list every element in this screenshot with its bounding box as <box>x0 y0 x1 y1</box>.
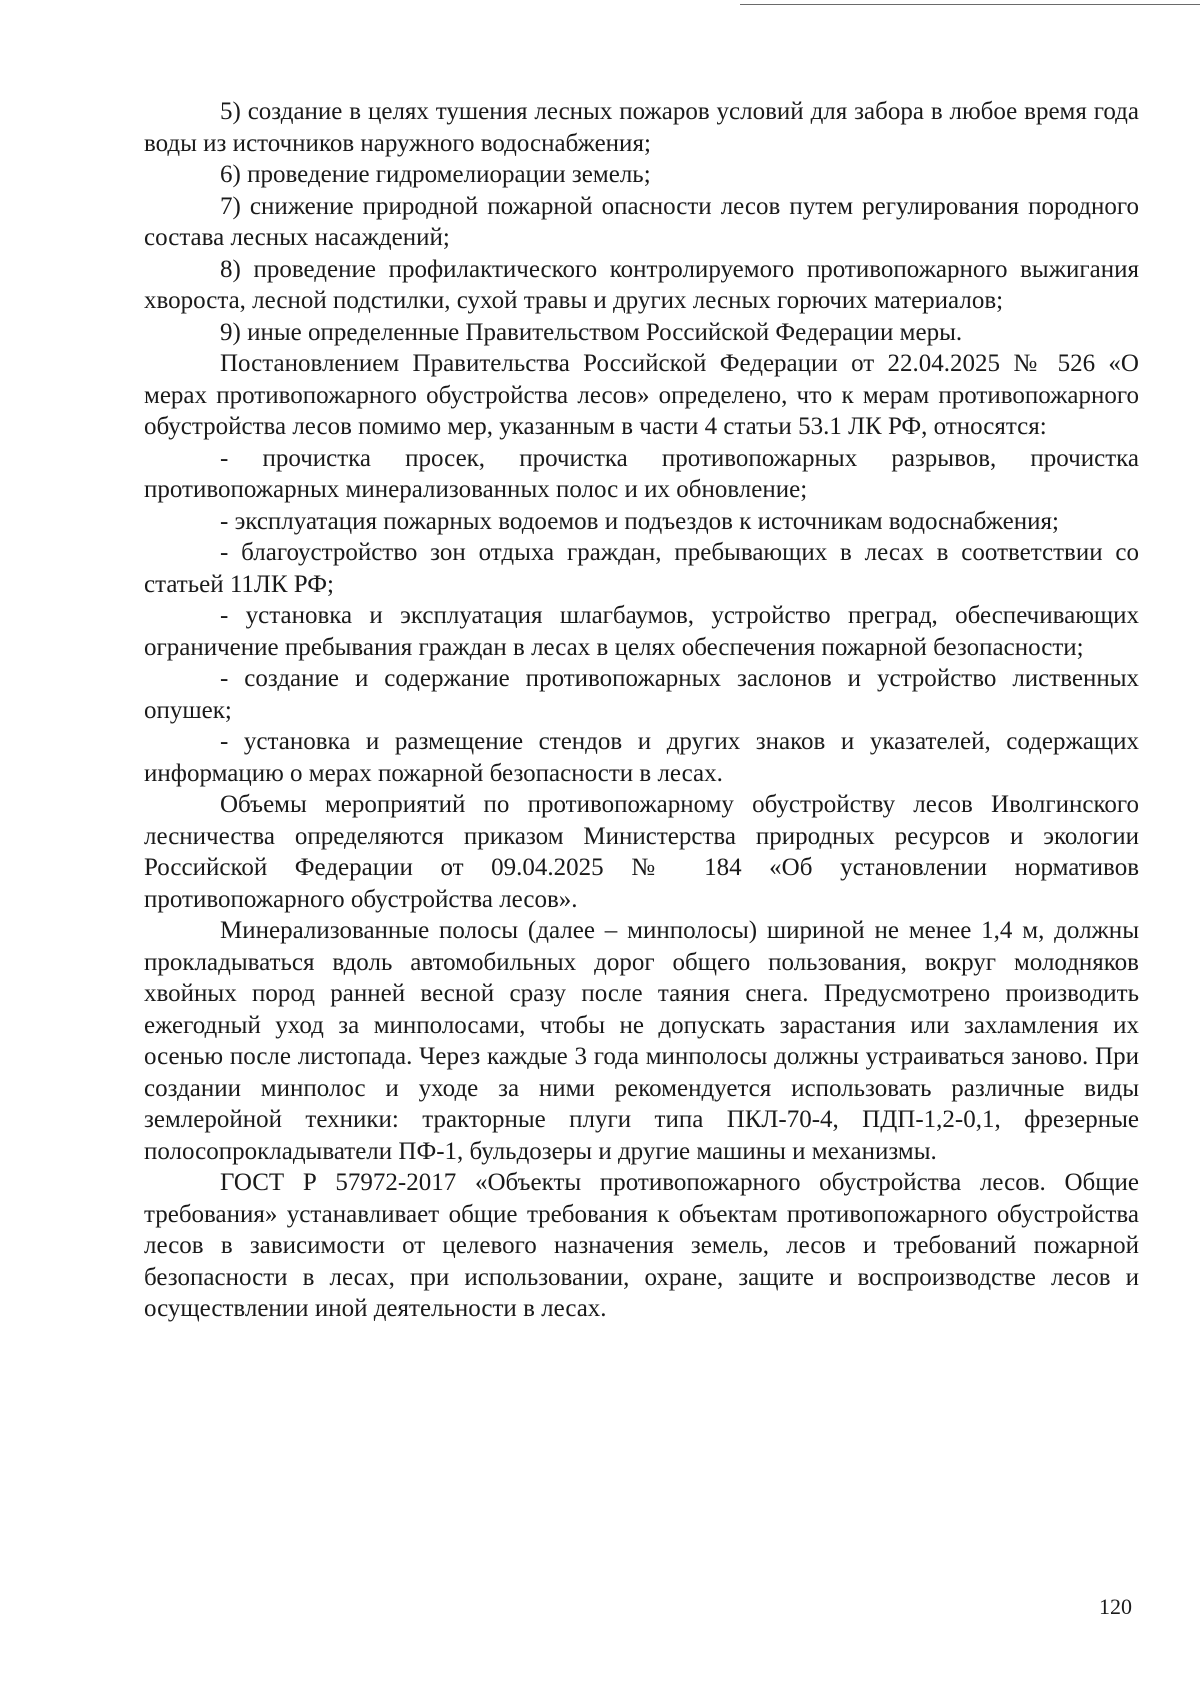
volumes-paragraph: Объемы мероприятий по противопожарному обустройству лесов Иволгинского лесничества определяются приказом Министерства природных ресурсов и экологии Российской Федерации от 09.04.2025 № 184 «Об установлении нормативов противопожарного обустройства лесов». <box>144 791 1139 913</box>
dash-item-clearing: - прочистка просек, прочистка противопожарных разрывов, прочистка противопожарных минерализованных полос и их обновление; <box>144 444 1139 503</box>
list-item-9: 9) иные определенные Правительством Российской Федерации меры. <box>220 318 963 346</box>
list-item-8: 8) проведение профилактического контролируемого противопожарного выжигания хвороста, лесной подстилки, сухой травы и других лесных горючих материалов; <box>144 255 1139 314</box>
list-item-7: 7) снижение природной пожарной опасности лесов путем регулирования породного состава лесных насаждений; <box>144 192 1139 251</box>
list-item-6: 6) проведение гидромелиорации земель; <box>220 161 651 188</box>
dash-item-screens: - создание и содержание противопожарных заслонов и устройство лиственных опушек; <box>144 665 1139 724</box>
top-rule <box>740 0 1200 5</box>
document-body <box>144 96 1139 1325</box>
resolution-paragraph: Постановлением Правительства Российской Федерации от 22.04.2025 № 526 «О мерах противопожарного обустройства лесов» определено, что к мерам противопожарного обустройства лесов помимо мер, указанным в части 4 статьи 53.1 ЛК РФ, относятся: <box>144 350 1139 440</box>
mineralized-strips-paragraph: Минерализованные полосы (далее – минполосы) шириной не менее 1,4 м, должны прокладываться вдоль автомобильных дорог общего пользования, вокруг молодняков хвойных пород ранней весной сразу после таяния снега. Предусмотрено производить ежегодный уход за минполосами, чтобы не допускать зарастания или захламления их осенью после листопада. Через каждые 3 года минполосы должны устраиваться заново. При создании минполос и уходе за ними рекомендуется использовать различные виды землеройной техники: тракторные плуги типа ПКЛ-70-4, ПДП-1,2-0,1, фрезерные полосопрокладыватели ПФ-1, бульдозеры и другие машины и механизмы. <box>144 917 1139 1165</box>
gost-paragraph: ГОСТ Р 57972-2017 «Объекты противопожарного обустройства лесов. Общие требования» устанавливает общие требования к объектам противопожарного обустройства лесов в зависимости от целевого назначения земель, лесов и требований пожарной безопасности в лесах, при использовании, охране, защите и воспроизводстве лесов и осуществлении иной деятельности в лесах. <box>144 1169 1139 1322</box>
dash-item-recreation: - благоустройство зон отдыха граждан, пребывающих в лесах в соответствии со статьей 11ЛК РФ; <box>144 539 1139 598</box>
dash-item-barriers: - установка и эксплуатация шлагбаумов, устройство преград, обеспечивающих ограничение пребывания граждан в лесах в целях обеспечения пожарной безопасности; <box>144 602 1139 661</box>
dash-item-signs: - установка и размещение стендов и других знаков и указателей, содержащих информацию о мерах пожарной безопасности в лесах. <box>144 728 1139 787</box>
list-item-5: 5) создание в целях тушения лесных пожаров условий для забора в любое время года воды из источников наружного водоснабжения; <box>144 98 1139 157</box>
dash-item-reservoirs: - эксплуатация пожарных водоемов и подъездов к источникам водоснабжения; <box>220 507 1059 535</box>
page-number: 120 <box>1099 1594 1132 1619</box>
